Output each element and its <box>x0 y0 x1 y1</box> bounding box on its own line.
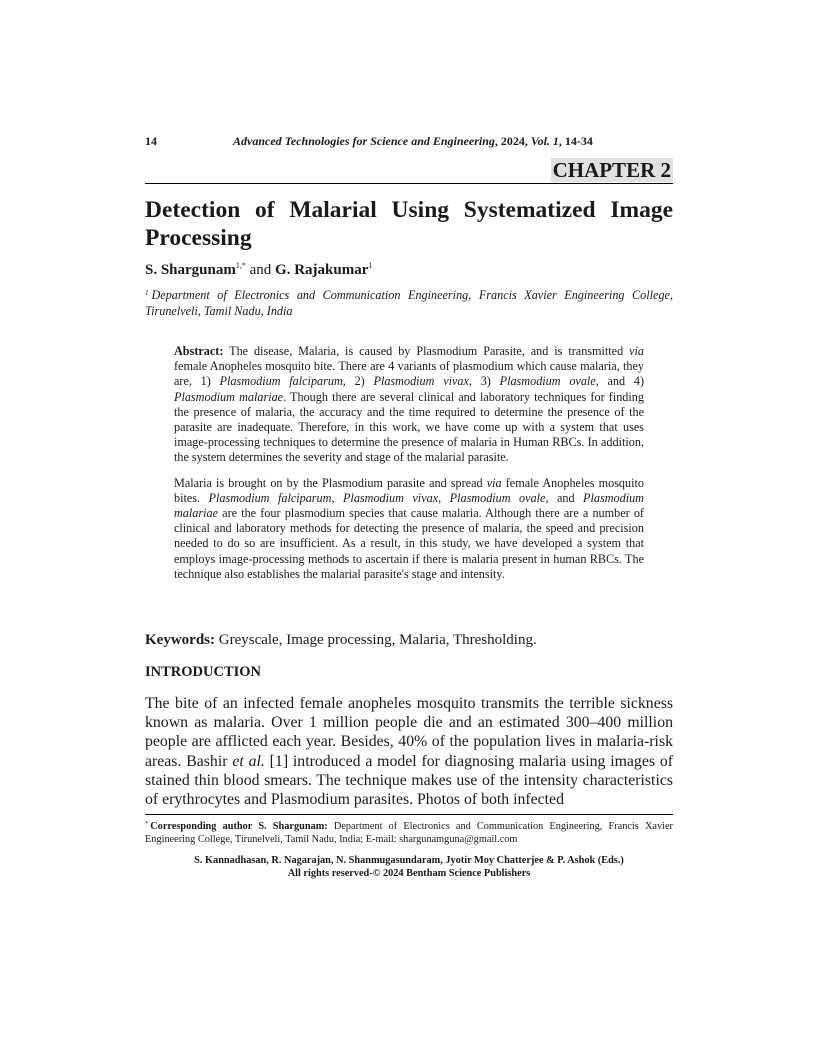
author-name: S. Shargunam <box>145 262 236 278</box>
copyright-line: All rights reserved-© 2024 Bentham Science Publishers <box>287 867 531 879</box>
keywords-text: Greyscale, Image processing, Malaria, Thresholding. <box>215 632 537 648</box>
keywords <box>145 632 673 649</box>
section-heading: INTRODUCTION <box>145 664 262 680</box>
author-line <box>145 261 673 279</box>
page-number: 14 <box>145 134 157 148</box>
abstract <box>174 344 644 592</box>
author-superscript: 1,* <box>235 261 246 270</box>
keywords-label: Keywords: <box>145 632 215 648</box>
affiliation <box>145 286 673 319</box>
author-superscript: 1 <box>368 261 373 270</box>
introduction-paragraph: The bite of an infected female anopheles mosquito transmits the terrible sickness known as malaria. Over 1 million people die and an estimated 300–400 million people are afflicted each year. Besides, 40% of the population lives in malaria-risk areas. Bashir et al. [1] introduced a model for diagnosing malaria using images of stained thin blood smears. The technique makes use of the intensity characteristics of erythrocytes and Plasmodium parasites. Photos of both infected <box>145 695 673 809</box>
chapter-label: CHAPTER 2 <box>552 158 671 182</box>
author-name: G. Rajakumar <box>275 262 369 278</box>
abstract-paragraph: Abstract: The disease, Malaria, is caused by Plasmodium Parasite, and is transmitted via female Anopheles mosquito bite. There are 4 variants of plasmodium which cause malaria, they are, 1) Plasmodium falciparum, 2) Plasmodium vivax, 3) Plasmodium ovale, and 4) Plasmodium malariae. Though there are several clinical and laboratory techniques for finding the presence of malaria, the accuracy and the time required to determine the presence of the parasite are inadequate. Therefore, in this work, we have come up with a system that uses image-processing techniques to determine the presence of malaria in Human RBCs. In addition, the system determines the severity and stage of the malarial parasite. <box>174 344 645 465</box>
journal-volume: Vol. 1 <box>530 134 559 148</box>
footnote-label: Corresponding author S. Shargunam: <box>150 821 328 832</box>
affiliation-text: Department of Electronics and Communication Engineering, Francis Xavier Engineering College, Tirunelveli, Tamil Nadu, India <box>145 288 673 318</box>
journal-citation <box>233 134 593 149</box>
footnote-divider <box>145 814 673 815</box>
footnote <box>145 818 673 847</box>
editors-line: S. Kannadhasan, R. Nagarajan, N. Shanmugasundaram, Jyotir Moy Chatterjee & P. Ashok (Eds.) <box>194 855 624 866</box>
footnote-marker: * <box>145 820 149 827</box>
paper-title: Detection of Malarial Using Systematized Image Processing <box>145 197 673 251</box>
journal-pages: , 14-34 <box>558 134 593 148</box>
chapter-heading-block <box>145 158 673 184</box>
author-conjunction: and <box>245 262 276 278</box>
affiliation-superscript: 1 <box>145 289 149 297</box>
journal-name: Advanced Technologies for Science and Engineering <box>233 134 495 148</box>
abstract-label: Abstract: <box>174 344 224 358</box>
footnote-text: Department of Electronics and Communication Engineering, Francis Xavier Engineering College, Tirunelveli, Tamil Nadu, India; E-mail: shargunamguna@gmail.com <box>145 821 673 845</box>
editors-block <box>145 855 673 880</box>
journal-year: , 2024, <box>494 134 531 148</box>
abstract-paragraph: Malaria is brought on by the Plasmodium parasite and spread via female Anopheles mosquito bites. Plasmodium falciparum, Plasmodium vivax, Plasmodium ovale, and Plasmodium malariae are the four plasmodium species that cause malaria. Although there are a number of clinical and laboratory methods for detecting the presence of malaria, the speed and precision needed to do so are insufficient. As a result, in this study, we have developed a system that employs image-processing methods to ascertain if there is malaria present in human RBCs. The technique also establishes the malarial parasite's stage and intensity. <box>174 475 644 581</box>
